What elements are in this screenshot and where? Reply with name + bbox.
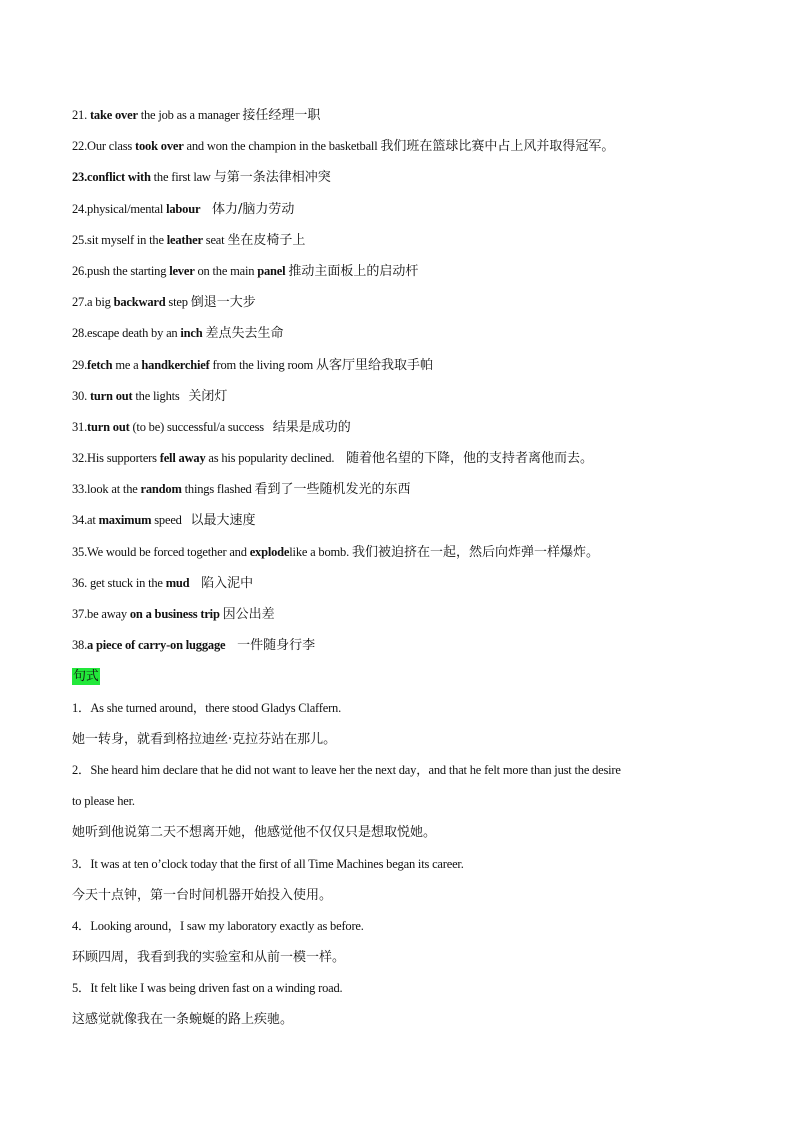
sentence-en: 1．As she turned around，there stood Gladys Claffern. — [72, 700, 342, 715]
phrase-line: 29.fetch me a handkerchief from the living room 从客厅里给我取手帕 — [72, 357, 433, 373]
phrase-line: 31.turn out (to be) successful/a success 结果是成功的 — [72, 419, 351, 435]
phrase-line: 38.a piece of carry-on luggage 一件随身行李 — [72, 638, 316, 654]
phrase-line: 28.escape death by an inch 差点失去生命 — [72, 326, 284, 342]
sentence-en: 3．It was at ten o’clock today that the first of all Time Machines began its career. — [72, 856, 464, 871]
sentence-cn: 环顾四周，我看到我的实验室和从前一模一样。 — [72, 950, 346, 966]
sentence-cn: 今天十点钟，第一台时间机器开始投入使用。 — [72, 887, 333, 903]
phrase-line: 22.Our class took over and won the champion in the basketball 我们班在篮球比赛中占上风并取得冠军。 — [72, 139, 615, 155]
sentence-cn: 这感觉就像我在一条蜿蜒的路上疾驰。 — [72, 1012, 294, 1028]
document-content — [72, 100, 732, 1036]
sentence-cn: 她一转身，就看到格拉迪丝·克拉芬站在那儿。 — [72, 731, 337, 747]
phrase-line: 24.physical/mental labour 体力/脑力劳动 — [72, 201, 295, 217]
phrase-line: 21. take over the job as a manager 接任经理一职 — [72, 108, 321, 123]
sentence-en: 2．She heard him declare that he did not want to leave her the next day，and that he felt more than just the desire — [72, 762, 621, 777]
phrase-line: 37.be away on a business trip 因公出差 — [72, 607, 275, 622]
sentence-en: 5．It felt like I was being driven fast on a winding road. — [72, 981, 343, 996]
phrase-line: 33.look at the random things flashed 看到了一些随机发光的东西 — [72, 482, 411, 498]
phrase-line: 26.push the starting lever on the main panel 推动主面板上的启动杆 — [72, 263, 419, 279]
phrase-line: 35.We would be forced together and explodelike a bomb. 我们被迫挤在一起，然后向炸弹一样爆炸。 — [72, 544, 599, 560]
sentence-cn: 她听到他说第二天不想离开她，他感觉他不仅仅只是想取悦她。 — [72, 825, 437, 841]
sentence-en: 4．Looking around，I saw my laboratory exactly as before. — [72, 918, 364, 933]
phrase-line: 23.conflict with the first law 与第一条法律相冲突 — [72, 170, 331, 186]
sentence-en-continued: to please her. — [72, 794, 135, 809]
phrase-line: 32.His supporters fell away as his popularity declined. 随着他名望的下降，他的支持者离他而去。 — [72, 451, 593, 467]
section-heading: 句式 — [73, 669, 99, 685]
phrase-line: 36. get stuck in the mud 陷入泥中 — [72, 575, 254, 591]
phrase-line: 25.sit myself in the leather seat 坐在皮椅子上 — [72, 232, 306, 248]
section-heading-line — [72, 661, 732, 692]
phrase-line: 27.a big backward step 倒退一大步 — [72, 295, 256, 311]
phrase-line: 34.at maximum speed 以最大速度 — [72, 513, 256, 529]
phrase-line: 30. turn out the lights 关闭灯 — [72, 388, 228, 404]
